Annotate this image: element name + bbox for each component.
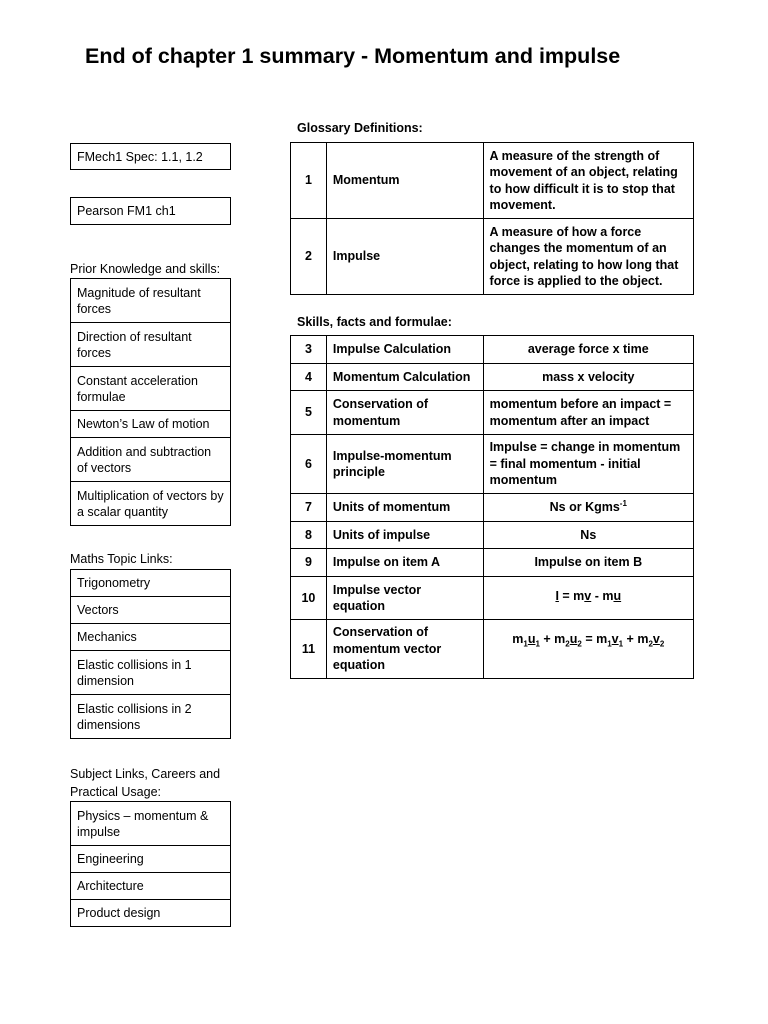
- list-item: [71, 900, 231, 927]
- row-term: Impulse: [326, 219, 483, 295]
- list-item: [71, 846, 231, 873]
- table-row: [291, 336, 694, 364]
- row-value: Impulse = change in momentum = final momentum - initial momentum: [483, 435, 693, 494]
- list-item: [71, 873, 231, 900]
- table-row: [291, 364, 694, 391]
- list-item-text: Multiplication of vectors by a scalar quantity: [71, 482, 231, 526]
- list-item-text: Mechanics: [71, 624, 231, 651]
- row-value: Impulse on item B: [483, 549, 693, 577]
- list-item: [71, 279, 231, 323]
- eq-part: v: [584, 589, 592, 603]
- maths-list: [70, 569, 231, 739]
- eq-part: u: [569, 632, 578, 646]
- units-exponent: -1: [619, 499, 627, 509]
- eq-part: v: [611, 632, 619, 646]
- table-row: [291, 620, 694, 679]
- list-item-text: Direction of resultant forces: [71, 323, 231, 367]
- page-title: End of chapter 1 summary - Momentum and impulse: [85, 44, 621, 68]
- list-item-text: Trigonometry: [71, 570, 231, 597]
- table-row: [291, 577, 694, 620]
- row-term: Impulse vector equation: [326, 577, 483, 620]
- row-term: Conservation of momentum: [326, 391, 483, 435]
- row-value: Ns: [483, 522, 693, 549]
- table-row: [291, 494, 694, 522]
- prior-heading: Prior Knowledge and skills:: [70, 262, 221, 276]
- table-row: [291, 219, 694, 295]
- prior-list: [70, 278, 231, 526]
- subject-heading: Subject Links, Careers and Practical Usage:: [70, 767, 221, 799]
- units-text: Ns or Kgms: [549, 500, 620, 515]
- eq-sub: 2: [577, 639, 582, 649]
- row-number: 11: [291, 620, 327, 679]
- eq-part: - m: [591, 589, 614, 603]
- eq-sub: 1: [523, 639, 528, 649]
- list-item: [71, 624, 231, 651]
- row-term: Momentum Calculation: [326, 364, 483, 391]
- eq-sub: 2: [659, 639, 665, 649]
- glossary-heading: Glossary Definitions:: [297, 121, 423, 135]
- row-number: 5: [291, 391, 327, 435]
- row-value: average force x time: [483, 336, 693, 364]
- list-item-text: Product design: [71, 900, 231, 927]
- row-definition: A measure of the strength of movement of an object, relating to how difficult it is to stop that movement.: [483, 143, 693, 219]
- row-definition: A measure of how a force changes the momentum of an object, relating to how long that force is applied to the object.: [483, 219, 693, 295]
- eq-part: + m: [623, 632, 649, 646]
- list-item-text: Magnitude of resultant forces: [71, 279, 231, 323]
- row-term: Momentum: [326, 143, 483, 219]
- list-item: [71, 695, 231, 739]
- row-number: 2: [291, 219, 327, 295]
- maths-heading: Maths Topic Links:: [70, 552, 173, 566]
- row-term: Impulse Calculation: [326, 336, 483, 364]
- list-item-text: Constant acceleration formulae: [71, 367, 231, 411]
- skills-table: [290, 335, 694, 679]
- row-term: Units of momentum: [326, 494, 483, 522]
- eq-sub: 1: [535, 639, 540, 649]
- list-item-text: Engineering: [71, 846, 231, 873]
- list-item: [71, 323, 231, 367]
- eq-part: v: [652, 632, 660, 646]
- row-number: 1: [291, 143, 327, 219]
- eq-sub: 2: [565, 639, 570, 649]
- row-number: 3: [291, 336, 327, 364]
- list-item: [71, 802, 231, 846]
- row-number: 10: [291, 577, 327, 620]
- eq-sub: 2: [648, 639, 653, 649]
- list-item-text: Vectors: [71, 597, 231, 624]
- row-term: Impulse-momentum principle: [326, 435, 483, 494]
- row-term: Conservation of momentum vector equation: [326, 620, 483, 679]
- list-item-text: Physics – momentum & impulse: [71, 802, 231, 846]
- row-value: momentum before an impact = momentum after an impact: [483, 391, 693, 435]
- list-item-text: Elastic collisions in 2 dimensions: [71, 695, 231, 739]
- table-row: [291, 549, 694, 577]
- spec-box: [70, 143, 231, 170]
- eq-part: m: [512, 632, 524, 646]
- eq-part: + m: [539, 632, 566, 646]
- list-item: [71, 482, 231, 526]
- row-number: 4: [291, 364, 327, 391]
- eq-part: = m: [558, 589, 585, 603]
- book-text: Pearson FM1 ch1: [77, 204, 176, 218]
- eq-part: u: [527, 632, 536, 646]
- table-row: [291, 391, 694, 435]
- row-equation: [483, 577, 693, 620]
- list-item-text: Newton’s Law of motion: [71, 411, 231, 438]
- eq-part: I: [555, 589, 559, 603]
- eq-part: u: [613, 589, 622, 603]
- list-item-text: Addition and subtraction of vectors: [71, 438, 231, 482]
- list-item-text: Elastic collisions in 1 dimension: [71, 651, 231, 695]
- list-item: [71, 597, 231, 624]
- eq-sub: 1: [618, 639, 624, 649]
- row-equation: [483, 620, 693, 679]
- table-row: [291, 522, 694, 549]
- row-term: Impulse on item A: [326, 549, 483, 577]
- glossary-table: [290, 142, 694, 295]
- row-number: 8: [291, 522, 327, 549]
- spec-text: FMech1 Spec: 1.1, 1.2: [77, 149, 203, 164]
- table-row: [291, 143, 694, 219]
- row-value: mass x velocity: [483, 364, 693, 391]
- eq-sub: 1: [607, 639, 612, 649]
- subject-list: [70, 801, 231, 927]
- list-item: [71, 570, 231, 597]
- table-row: [291, 435, 694, 494]
- list-item: [71, 411, 231, 438]
- row-number: 9: [291, 549, 327, 577]
- row-number: 7: [291, 494, 327, 522]
- list-item: [71, 651, 231, 695]
- eq-part: = m: [581, 632, 608, 646]
- row-term: Units of impulse: [326, 522, 483, 549]
- row-number: 6: [291, 435, 327, 494]
- list-item: [71, 438, 231, 482]
- list-item-text: Architecture: [71, 873, 231, 900]
- book-box: [70, 197, 231, 225]
- list-item: [71, 367, 231, 411]
- skills-heading: Skills, facts and formulae:: [297, 315, 452, 329]
- row-value: [483, 494, 693, 522]
